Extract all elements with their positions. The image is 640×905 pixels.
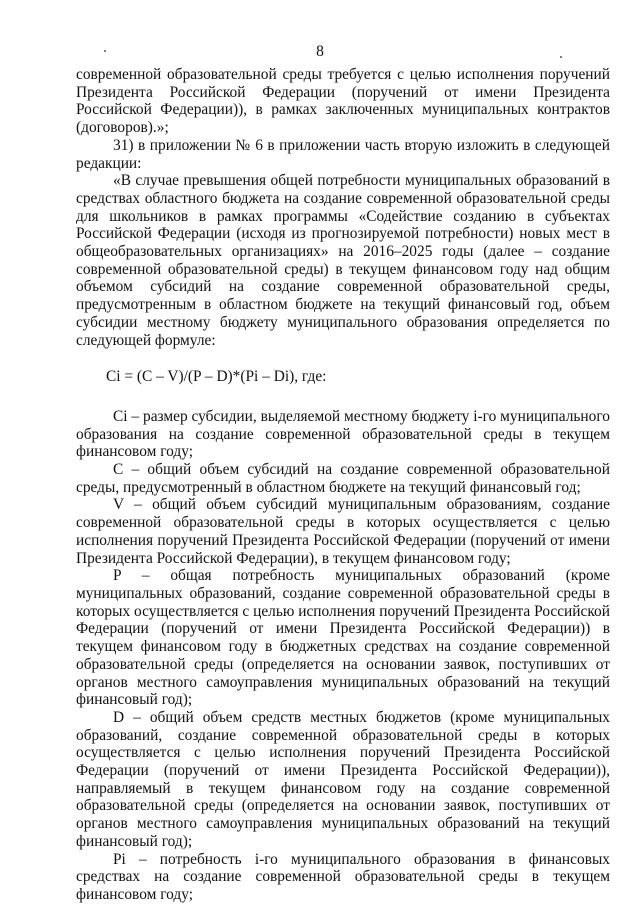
- definition-d: D – общий объем средств местных бюджетов (кроме муниципальных образований, создание современной образовательной среды в которых осуществляется с целью исполнения поручений Президента Российской Федерации (поручений от имени Президента Российской Федерации)), направляемый в текущем финансовом году на создание современной образовательной среды (определяется на основании заявок, поступивших от органов местного самоуправления муниципальных образований на текущий финансовый год);: [76, 708, 610, 850]
- paragraph-continuation: современной образовательной среды требуется с целью исполнения поручений Президента Российской Федерации (поручений от имени Президента Российской Федерации)), в рамках заключенных муниципальных контрактов (договоров).»;: [76, 66, 610, 137]
- definition-c: С – общий объем субсидий на создание современной образовательной среды, предусмотренный в областном бюджете на текущий финансовый год;: [76, 461, 610, 496]
- subsidy-formula: Ci = (C – V)/(P – D)*(Pi – Di), где:: [106, 368, 327, 386]
- page-number: 8: [316, 43, 324, 60]
- definition-ci: Ci – размер субсидии, выделяемой местному бюджету i-го муниципального образования на создание современной образовательной среды в текущем финансовом году;: [76, 407, 610, 461]
- paragraph-amendment-31: 31) в приложении № 6 в приложении часть вторую изложить в следующей редакции:: [76, 136, 610, 172]
- document-body: [76, 66, 610, 904]
- paragraph-subsidy-rule: «В случае превышения общей потребности муниципальных образований в средствах областного бюджета на создание современной образовательной среды для школьников в рамках программы «Содействие созданию в субъектах Российской Федерации (исходя из прогнозируемой потребности) новых мест в общеобразовательных организациях» на 2016–2025 годы (далее – создание современной образовательной среды) в текущем финансовом году над общим объемом субсидий на создание современной образовательной среды, предусмотренным в областном бюджете на текущий финансовый год, объем субсидии местному бюджету муниципального образования определяется по следующей формуле:: [76, 172, 610, 349]
- definition-p: P – общая потребность муниципальных образований (кроме муниципальных образований, создание современной образовательной среды в которых осуществляется с целью исполнения поручений Президента Российской Федерации (поручений от имени Президента Российской Федерации)) в текущем финансовом году в бюджетных средствах на создание современной образовательной среды (определяется на основании заявок, поступивших от органов местного самоуправления муниципальных образований на текущий финансовый год);: [76, 567, 610, 709]
- definition-pi: Pi – потребность i-го муниципального образования в финансовых средствах на создание современной образовательной среды в текущем финансовом году;: [76, 850, 610, 903]
- definition-v: V – общий объем субсидий муниципальным образованиям, создание современной образовательной среды в которых осуществляется с целью исполнения поручений Президента Российской Федерации (поручений от имени Президента Российской Федерации), в текущем финансовом году;: [76, 496, 610, 567]
